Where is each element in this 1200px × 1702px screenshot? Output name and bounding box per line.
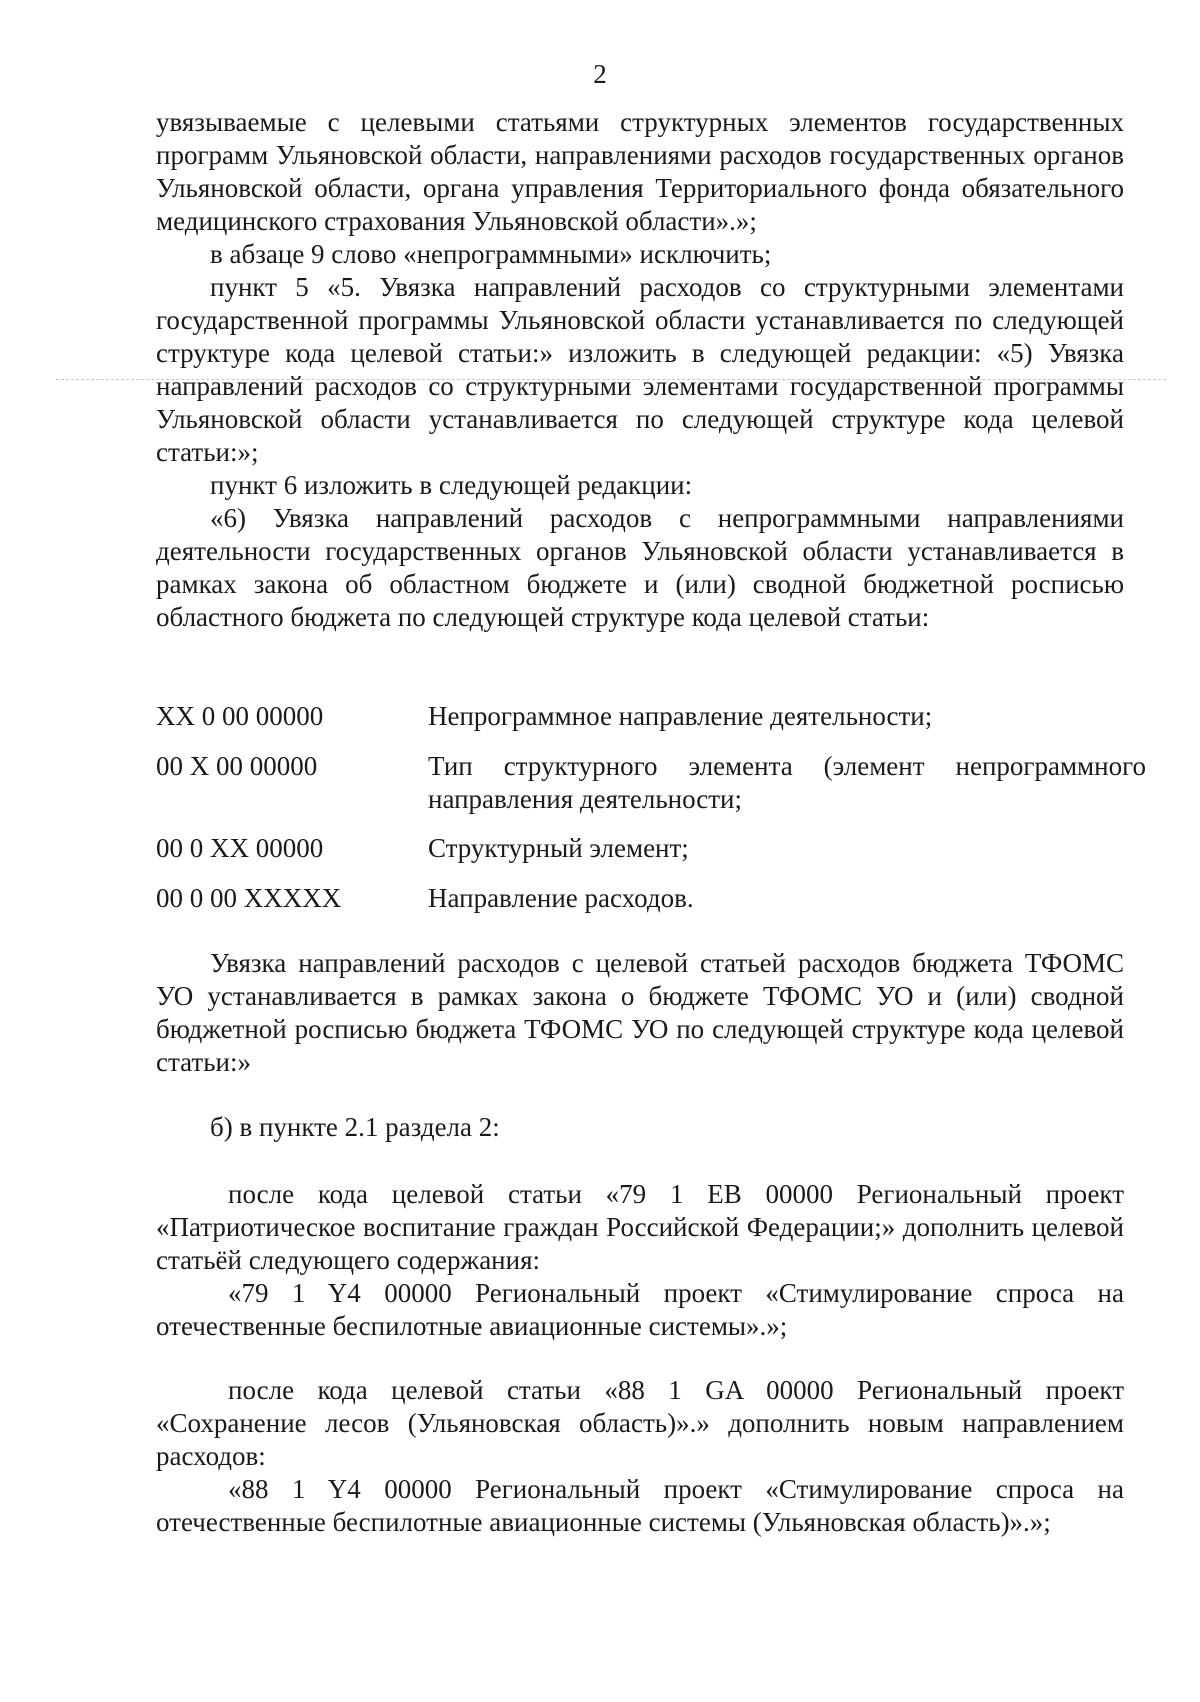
page-number: 2 <box>593 59 607 89</box>
code-row <box>156 700 1156 733</box>
code-cell: XX 0 00 00000 <box>156 701 324 731</box>
code-description: Структурный элемент; <box>428 833 689 863</box>
paragraph-after-79: после кода целевой статьи «79 1 EB 00000 Региональный проект «Патриотическое воспитание граждан Российской Федерации;» дополнить целевой статьёй следующего содержания: <box>156 1179 1124 1275</box>
paragraph-after-88: после кода целевой статьи «88 1 GA 00000 Региональный проект «Сохранение лесов (Ульяновская область)».» дополнить новым направлением расходов: <box>156 1375 1124 1471</box>
paragraph-punkt-6: пункт 6 изложить в следующей редакции: <box>210 470 693 500</box>
addition-79-block <box>156 1178 1124 1343</box>
paragraph-b: б) в пункте 2.1 раздела 2: <box>210 1112 500 1142</box>
paragraph-79-y4: «79 1 Y4 00000 Региональный проект «Стимулирование спроса на отечественные беспилотные авиационные системы».»; <box>156 1278 1124 1341</box>
addition-88-block <box>156 1374 1124 1539</box>
paragraph-tfoms: Увязка направлений расходов с целевой статьей расходов бюджета ТФОМС УО устанавливается в рамках закона о бюджете ТФОМС УО и (или) сводной бюджетной росписью бюджета ТФОМС УО по следующей структуре кода целевой статьи:» <box>156 948 1124 1077</box>
paragraph-88-y4: «88 1 Y4 00000 Региональный проект «Стимулирование спроса на отечественные беспилотные авиационные системы (Ульяновская область)».»; <box>156 1474 1124 1537</box>
code-cell: 00 0 XX 00000 <box>156 833 324 863</box>
code-description: Непрограммное направление деятельности; <box>428 701 933 731</box>
top-text-block <box>156 106 1124 634</box>
paragraph-punkt-5: пункт 5 «5. Увязка направлений расходов со структурными элементами государственной программы Ульяновской области устанавливается по следующей структуре кода целевой статьи:» изложить в следующей редакции: «5) Увязка направлений расходов со структурными элементами государственной программы Ульяновской области устанавливается по следующей структуре кода целевой статьи:»; <box>156 272 1124 467</box>
tfoms-text-block <box>156 947 1124 1079</box>
code-row <box>156 832 1156 865</box>
code-cell: 00 0 00 XXXXX <box>156 883 342 913</box>
section-b-block <box>156 1111 1124 1144</box>
paragraph-continuation: увязываемые с целевыми статьями структурных элементов государственных программ Ульяновской области, направлениями расходов государственных органов Ульяновской области, органа управления Территориального фонда обязательного медицинского страхования Ульяновской области».»; <box>156 107 1124 236</box>
code-row <box>156 750 1156 816</box>
code-cell: 00 X 00 00000 <box>156 751 318 781</box>
code-description: Тип структурного элемента (элемент непрограммного направления деятельности; <box>428 751 1146 814</box>
code-row <box>156 882 1156 915</box>
paragraph-abzac-9: в абзаце 9 слово «непрограммными» исключить; <box>210 239 772 269</box>
code-description: Направление расходов. <box>428 883 694 913</box>
paragraph-item-6: «6) Увязка направлений расходов с непрограммными направлениями деятельности государственных органов Ульяновской области устанавливается в рамках закона об областном бюджете и (или) сводной бюджетной росписью областного бюджета по следующей структуре кода целевой статьи: <box>156 503 1124 632</box>
